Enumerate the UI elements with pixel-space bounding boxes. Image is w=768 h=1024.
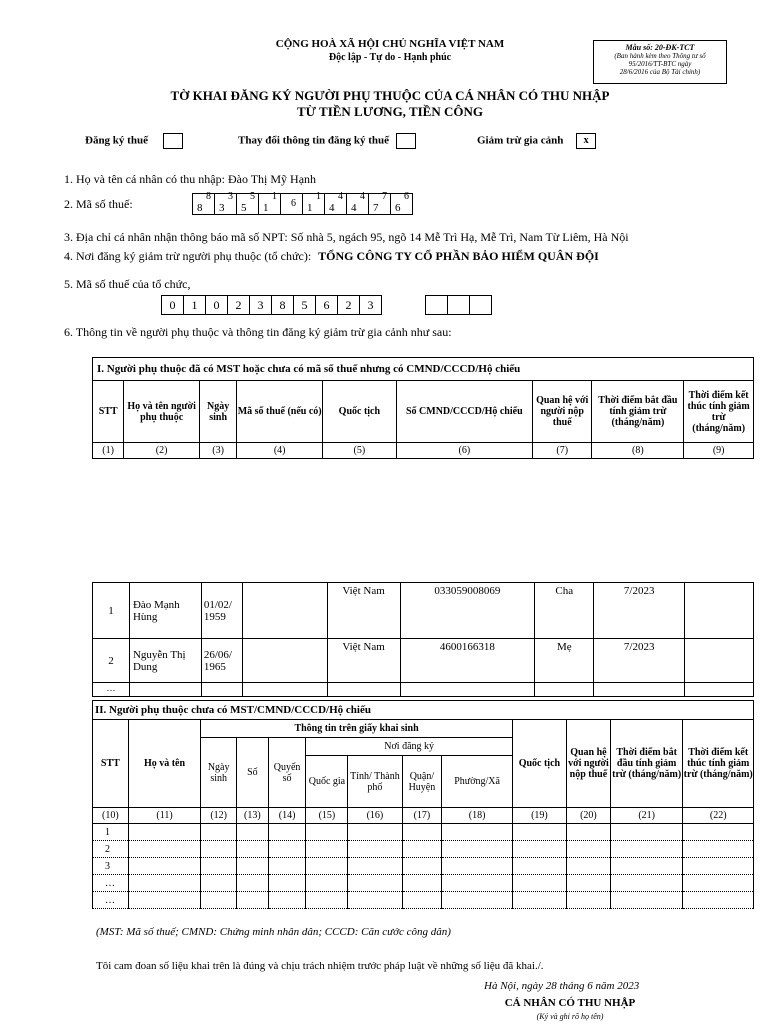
field-5: 5. Mã số thuế của tổ chức, [64,277,191,291]
register-checkbox[interactable] [163,133,183,149]
org-mst-cell: 2 [338,296,360,315]
col-num: (12) [201,808,237,824]
register-label: Đăng ký thuế [85,134,148,147]
form-title-1: TỜ KHAI ĐĂNG KÝ NGƯỜI PHỤ THUỘC CỦA CÁ NHÂN CÓ THU NHẬP [170,88,610,103]
col-header: STT [93,381,124,443]
table-row: … [93,875,754,892]
col-header: Họ và tên [128,720,201,808]
table-row: … [93,683,754,697]
org-mst-cell: 1 [184,296,206,315]
form-code-box [593,40,727,84]
form-title-2: TỪ TIỀN LƯƠNG, TIỀN CÔNG [296,104,483,119]
mst-cell: 6 6 [391,194,413,215]
mst-cell: 1 1 [259,194,281,215]
col-header: Phường/Xã [442,756,512,808]
col-header: Thời điểm bắt đầu tính giảm trừ (tháng/năm) [592,381,684,443]
form-note-2: 95/2016/TT-BTC ngày [628,60,692,68]
org-mst-cell: 6 [316,296,338,315]
abbrev-note: (MST: Mã số thuế; CMND: Chứng minh nhân dân; CCCD: Căn cước công dân) [96,926,451,938]
change-checkbox[interactable] [396,133,416,149]
table-row: 1 [93,824,754,841]
col-num: (15) [306,808,348,824]
col-header: Họ và tên người phụ thuộc [124,381,200,443]
col-header: Quốc gia [306,756,348,808]
table-row: 2 Nguyễn Thị Dung 26/06/ 1965 Việt Nam 4600166318 Mẹ 7/2023 [93,639,754,683]
col-num: (10) [93,808,129,824]
mst-cell: 6 [281,194,303,215]
mst-cell: 4 4 [347,194,369,215]
table-row: 2 [93,841,754,858]
col-header: Quận/ Huyện [402,756,442,808]
field-4-value: TỔNG CÔNG TY CỔ PHẦN BẢO HIỂM QUÂN ĐỘI [318,249,599,263]
col-num: (16) [348,808,402,824]
section1-data-table [92,582,754,697]
field-1: 1. Họ và tên cá nhân có thu nhập: Đào Thị Mỹ Hạnh [64,172,317,186]
col-num: (18) [442,808,512,824]
col-num: (2) [124,443,200,459]
reduce-label: Giảm trừ gia cảnh [477,134,564,147]
motto: Độc lập - Tự do - Hạnh phúc [328,52,452,63]
col-header: Ngày sinh [199,381,236,443]
section1-title: I. Người phụ thuộc đã có MST hoặc chưa có mã số thuế nhưng có CMND/CCCD/Hộ chiếu [93,358,754,381]
col-header: Thông tin trên giấy khai sinh [201,720,513,738]
col-num: (7) [532,443,592,459]
col-header: Nơi đăng ký [306,738,512,756]
col-num: (17) [402,808,442,824]
col-num: (4) [237,443,323,459]
change-label: Thay đổi thông tin đăng ký thuế [238,134,389,147]
col-num: (5) [323,443,397,459]
col-num: (20) [566,808,610,824]
section2-table [92,700,754,909]
col-header: Mã số thuế (nếu có) [237,381,323,443]
col-header: Ngày sinh [201,738,237,808]
org-mst-cell: 3 [250,296,272,315]
nation-title: CỘNG HOÀ XÃ HỘI CHỦ NGHĨA VIỆT NAM [275,38,505,50]
change-check-row [238,133,416,149]
col-num: (19) [512,808,566,824]
mst-cell: 8 8 [193,194,215,215]
col-header: Quốc tịch [512,720,566,808]
mst-cell: 3 3 [215,194,237,215]
sign-note: (Ký và ghi rõ họ tên) [536,1012,604,1021]
org-mst-branch [425,295,492,315]
table-row: … [93,892,754,909]
col-num: (11) [128,808,201,824]
field-2-label: 2. Mã số thuế: [64,197,133,211]
mst-cell: 5 5 [237,194,259,215]
col-header: STT [93,720,129,808]
col-num: (3) [199,443,236,459]
field-6: 6. Thông tin về người phụ thuộc và thông tin đăng ký giảm trừ gia cảnh như sau: [64,325,452,339]
table-row: 1 Đào Mạnh Hùng 01/02/ 1959 Việt Nam 033059008069 Cha 7/2023 [93,583,754,639]
org-mst-cell: 0 [162,296,184,315]
form-code: Mẫu số: 20-ĐK-TCT [625,43,695,52]
table-row: 3 [93,858,754,875]
org-mst [161,295,382,315]
section1-header-table [92,357,754,459]
col-header: Thời điểm kết thúc tính giảm trừ (tháng/năm) [684,381,754,443]
col-num: (8) [592,443,684,459]
org-mst-cell: 3 [360,296,382,315]
col-num: (22) [683,808,754,824]
col-num: (21) [610,808,683,824]
org-mst-cell: 2 [228,296,250,315]
declaration: Tôi cam đoan số liệu khai trên là đúng và chịu trách nhiệm trước pháp luật về những số liệu đã khai./. [96,960,544,972]
col-num: (6) [396,443,532,459]
col-header: Quan hệ với người nộp thuế [566,720,610,808]
col-num: (1) [93,443,124,459]
col-header: Thời điểm kết thúc tính giảm trừ (tháng/năm) [683,720,754,808]
org-mst-cell: 8 [272,296,294,315]
field-3: 3. Địa chỉ cá nhân nhận thông báo mã số NPT: Số nhà 5, ngách 95, ngõ 14 Mễ Trì Hạ, Mễ Trì, Nam Từ Liêm, Hà Nội [64,230,629,244]
col-header: Số [237,738,269,808]
col-num: (9) [684,443,754,459]
col-header: Số CMND/CCCD/Hộ chiếu [396,381,532,443]
col-header: Quyển số [268,738,306,808]
field-4 [64,249,599,264]
col-header: Thời điểm bắt đầu tính giảm trừ (tháng/năm) [610,720,683,808]
org-mst-cell: 5 [294,296,316,315]
taxpayer-mst [192,193,413,215]
col-num: (13) [237,808,269,824]
field-4-label: 4. Nơi đăng ký giảm trừ người phụ thuộc (tổ chức): [64,249,312,263]
form-note-1: (Ban hành kèm theo Thông tư số [614,52,706,60]
register-check-row [85,133,183,149]
reduce-check-row [477,133,596,149]
col-header: Tỉnh/ Thành phố [348,756,402,808]
mst-cell: 1 1 [303,194,325,215]
mst-cell: 4 4 [325,194,347,215]
section2-title: II. Người phụ thuộc chưa có MST/CMND/CCCD/Hộ chiếu [93,701,754,720]
col-header: Quốc tịch [323,381,397,443]
reduce-checkbox[interactable]: x [576,133,596,149]
col-num: (14) [268,808,306,824]
col-header: Quan hệ với người nộp thuế [532,381,592,443]
mst-cell: 7 7 [369,194,391,215]
form-note-3: 28/6/2016 của Bộ Tài chính) [619,68,701,76]
signer-title: CÁ NHÂN CÓ THU NHẬP [504,997,636,1009]
org-mst-cell: 0 [206,296,228,315]
sign-date: Hà Nội, ngày 28 tháng 6 năm 2023 [484,980,640,992]
